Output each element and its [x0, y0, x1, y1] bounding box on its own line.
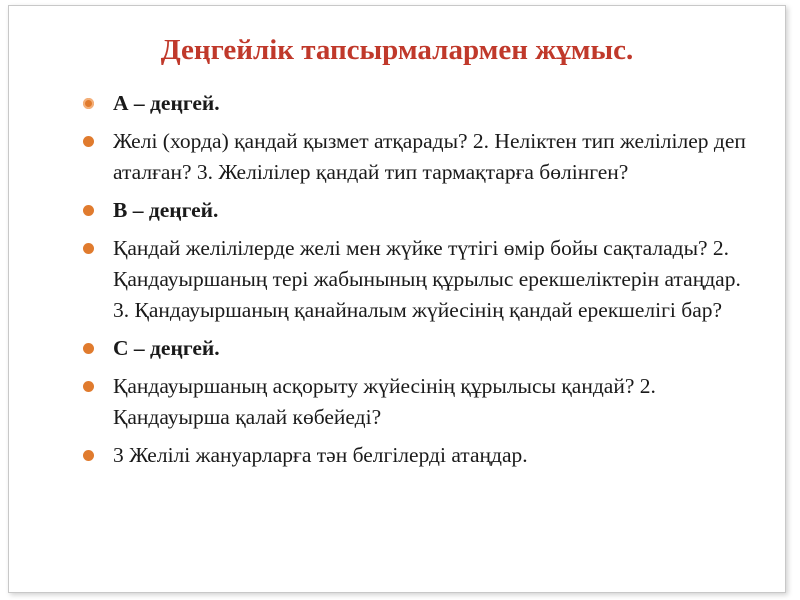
- bullet-text: А – деңгей.: [113, 91, 220, 115]
- bullet-item-question-final: [81, 440, 751, 471]
- slide-title: Деңгейлік тапсырмалармен жұмыс.: [160, 34, 634, 66]
- bullet-text: С – деңгей.: [113, 336, 220, 360]
- bullet-dot-icon: [83, 98, 94, 109]
- bullet-text: В – деңгей.: [113, 198, 219, 222]
- bullet-item-level-a: [81, 88, 751, 119]
- bullet-dot-icon: [83, 243, 94, 254]
- bullet-text: Қандауыршаның асқорыту жүйесінің құрылысы қандай? 2. Қандауырша қалай көбейеді?: [113, 374, 656, 429]
- slide: [8, 5, 786, 593]
- bullet-dot-icon: [83, 450, 94, 461]
- bullet-dot-icon: [83, 381, 94, 392]
- bullet-item-level-c: [81, 333, 751, 364]
- bullet-text: 3 Желілі жануарларға тән белгілерді атаңдар.: [113, 443, 528, 467]
- bullet-item-questions-a: [81, 126, 751, 188]
- bullet-dot-icon: [83, 205, 94, 216]
- bullet-list: [81, 88, 751, 478]
- bullet-dot-icon: [83, 343, 94, 354]
- bullet-item-level-b: [81, 195, 751, 226]
- bullet-dot-icon: [83, 136, 94, 147]
- bullet-text: Желі (хорда) қандай қызмет атқарады? 2. Неліктен тип желілілер деп аталған? 3. Желілілер қандай тип тармақтарға бөлінген?: [113, 129, 746, 184]
- bullet-text: Қандай желілілерде желі мен жүйке түтігі өмір бойы сақталады? 2. Қандауыршаның тері жабынының құрылыс ерекшеліктерін атаңдар. 3. Қандауыршаның қанайналым жүйесінің қандай ерекшелігі бар?: [113, 236, 741, 322]
- bullet-item-questions-b: [81, 233, 751, 326]
- bullet-item-questions-c: [81, 371, 751, 433]
